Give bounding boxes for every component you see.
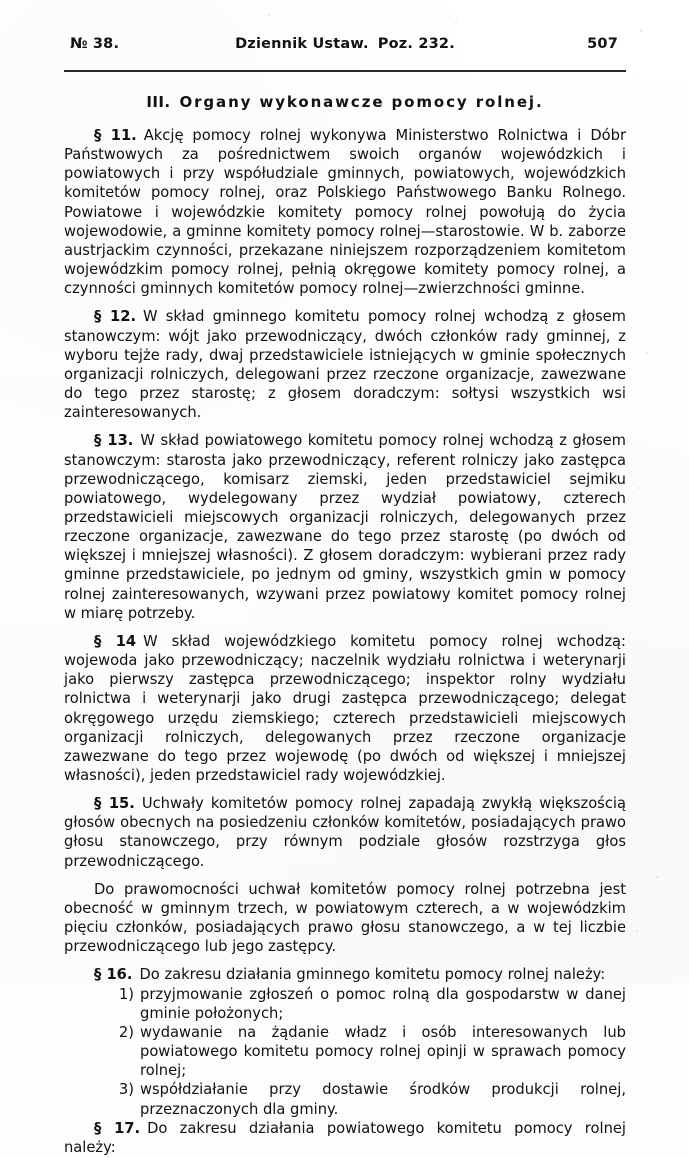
list-item-marker: 1) xyxy=(118,985,134,1003)
document-body xyxy=(64,126,626,1157)
paragraph-text-16: Do zakresu działania gminnego komitetu pomocy rolnej należy: xyxy=(139,966,606,984)
scan-speck xyxy=(656,876,658,878)
list-item-text: współdziałanie przy dostawie środków produkcji rolnej, przeznaczonych dla gminy. xyxy=(140,1081,626,1118)
scan-speck xyxy=(636,930,638,932)
scan-speck xyxy=(638,487,640,489)
paragraph-text-15: Uchwały komitetów pomocy rolnej zapadają zwykłą większością głosów obecnych na posiedzeniu członków komitetów, posiadających prawo głosu stanowczego, przy równym podziale głosów rozstrzyga głos przewodniczącego. xyxy=(64,795,626,870)
running-head xyxy=(64,36,626,70)
list-item xyxy=(64,985,626,1023)
paragraph-text-12: W skład gminnego komitetu pomocy rolnej wchodzą z głosem stanowczym: wójt jako przewodniczący, dwóch członków rady gminnej, z wyboru tejże rady, dwaj przedstawiciele istniejących w gminie społecznych organizacji rolniczych, delegowani przez rzeczone organizacje, zawezwane do tego przez starostę; z głosem doradczym: sołtysi wszystkich wsi zainteresowanych. xyxy=(64,308,626,422)
list-item-marker: 2) xyxy=(118,1023,134,1041)
paragraph-14 xyxy=(64,632,626,785)
paragraph-sign-14: § 14 xyxy=(94,632,137,650)
paragraph-sign-16: § 16. xyxy=(94,966,133,984)
paragraph-text-13: W skład powiatowego komitetu pomocy rolnej wchodzą z głosem stanowczym: starosta jako przewodniczący, referent rolniczy jako zastępca przewodniczącego, komisarz ziemski, jeden przedstawiciel sejmiku powiatowego, wydelegowany przez wydział powiatowy, czterech przedstawicieli miejscowych organizacji rolniczych, delegowanych przez rzeczone organizacje, zawezwane do tego przez starostę (po dwóch od większej i mniejszej własności). Z głosem doradczym: wybierani przez rady gminne przedstawiciele, po jednym od gminy, wszystkich gmin w pomocy rolnej zainteresowanych, wzywani przez powiatowy komitet pomocy rolnej w miarę potrzeby. xyxy=(64,432,626,622)
section-numeral: III. xyxy=(146,93,171,111)
list-item xyxy=(64,1080,626,1118)
scan-speck xyxy=(646,352,648,354)
scan-speck xyxy=(640,29,642,32)
section-title-text: Organy wykonawcze pomocy rolnej. xyxy=(179,93,544,111)
page-number: 507 xyxy=(587,36,618,52)
paragraph-16 xyxy=(64,965,626,984)
paragraph-15-continued xyxy=(64,880,626,957)
list-item-text: przyjmowanie zgłoszeń o pomoc rolną dla gospodarstw w danej gminie położonych; xyxy=(140,985,626,1022)
paragraph-text-11: Akcję pomocy rolnej wykonywa Ministerstwo Rolnictwa i Dóbr Państwowych za pośrednictwem swoich organów wojewódzkich i powiatowych i przy współudziale gminnych, powiatowych, wojewódzkich komitetów pomocy rolnej, oraz Polskiego Państwowego Banku Rolnego. Powiatowe i wojewódzkie komitety pomocy rolnej powołują do życia wojewodowie, a gminne komitety pomocy rolnej—starostowie. W b. zaborze austrjackim czynności, przekazane niniejszem rozporządzeniem komitetom wojewódzkim pomocy rolnej, pełnią okręgowe komitety pomocy rolnej, a czynności gminnych komitetów pomocy rolnej—zwierzchności gminne. xyxy=(64,127,626,298)
journal-heading xyxy=(64,36,626,52)
paragraph-15 xyxy=(64,794,626,871)
paragraph-13 xyxy=(64,431,626,623)
header-rule xyxy=(64,70,626,72)
paragraph-17 xyxy=(64,1119,626,1157)
paragraph-sign-15: § 15. xyxy=(94,795,135,813)
paragraph-12 xyxy=(64,307,626,422)
list-item xyxy=(64,1023,626,1080)
journal-title: Dziennik Ustaw. xyxy=(235,36,369,52)
paragraph-11 xyxy=(64,126,626,298)
page-content xyxy=(64,0,626,1156)
item-label: Poz. 232. xyxy=(377,36,455,52)
paragraph-sign-13: § 13. xyxy=(94,432,134,450)
paragraph-sign-11: § 11. xyxy=(94,127,137,144)
list-item-text: wydawanie na żądanie władz i osób interesowanych lub powiatowego komitetu pomocy rolnej opinji w sprawach pomocy rolnej; xyxy=(140,1023,626,1080)
issue-number: № 38. xyxy=(70,36,120,52)
paragraph-text-17: Do zakresu działania powiatowego komitetu pomocy rolnej należy: xyxy=(64,1119,626,1156)
section-heading xyxy=(64,93,626,111)
paragraph-16-list xyxy=(64,985,626,1119)
list-item-marker: 3) xyxy=(118,1081,134,1099)
paragraph-text-14: W skład wojewódzkiego komitetu pomocy rolnej wchodzą: wojewoda jako przewodniczący; naczelnik wydziału rolnictwa i weterynarji jako pierwszy zastępca przewodniczącego; inspektor rolny wydziału rolnictwa i weterynarji jako drugi zastępca przewodniczącego; delegat okręgowego urzędu ziemskiego; czterech przedstawicieli miejscowych organizacji rolniczych, delegowanych przez rzeczone organizacje zawezwane do tego przez wojewodę (po dwóch od większej i mniejszej własności), jeden przedstawiciel rady wojewódzkiej. xyxy=(64,632,626,784)
paragraph-sign-17: § 17. xyxy=(94,1119,141,1137)
paragraph-text-15-continued: Do prawomocności uchwał komitetów pomocy rolnej potrzebna jest obecność w gminnym trzech, w powiatowym czterech, a w wojewódzkim pięciu członków, posiadających prawo głosu stanowczego, a w tej liczbie przewodniczącego lub jego zastępcy. xyxy=(64,880,626,956)
paragraph-sign-12: § 12. xyxy=(94,308,137,326)
